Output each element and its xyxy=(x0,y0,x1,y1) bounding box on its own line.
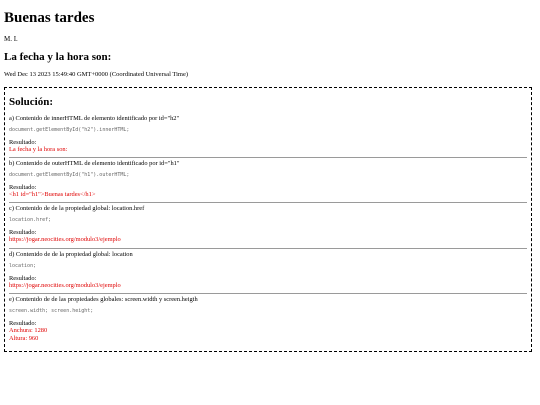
datetime-text: Wed Dec 13 2023 15:49:40 GMT+0000 (Coordinated Universal Time) xyxy=(4,70,189,78)
result-label: Resultado: xyxy=(9,138,37,146)
solution-item-c xyxy=(9,203,527,248)
item-title: c) Contenido de de la propiedad global: location.href xyxy=(9,205,145,213)
code-snippet: document.getElementById("h2").innerHTML; xyxy=(9,126,130,133)
solution-item-e xyxy=(9,294,527,347)
code-snippet: document.getElementById("h1").outerHTML; xyxy=(9,171,130,178)
code-snippet: location.href; xyxy=(9,217,52,224)
solution-title: Solución: xyxy=(9,95,54,108)
datetime-heading: La fecha y la hora son: xyxy=(4,50,112,63)
item-title: e) Contenido de de las propiedades globales: screen.width y screen.heigth xyxy=(9,295,198,303)
result-label: Resultado: xyxy=(9,229,37,237)
result-value-width: Anchura: 1280 xyxy=(9,326,48,334)
result-value-height: Altura: 960 xyxy=(9,335,39,343)
result-value: https://jogar.neocities.org/modulo3/ejemplo xyxy=(9,236,121,244)
result-label: Resultado: xyxy=(9,319,37,327)
item-title: d) Contenido de de la propiedad global: location xyxy=(9,250,133,258)
result-label: Resultado: xyxy=(9,274,37,282)
result-label: Resultado: xyxy=(9,183,37,191)
result-value: https://jogar.neocities.org/modulo3/ejemplo xyxy=(9,281,121,289)
code-snippet: location; xyxy=(9,262,37,269)
solution-box xyxy=(4,87,532,352)
solution-item-a xyxy=(9,113,527,158)
item-title: a) Contenido de innerHTML de elemento identificado por id="h2" xyxy=(9,114,180,122)
solution-item-b xyxy=(9,158,527,203)
code-snippet: screen.width; screen.height; xyxy=(9,307,94,314)
result-value: La fecha y la hora son: xyxy=(9,145,68,153)
result-value: <h1 id="h1">Buenas tardes</h1> xyxy=(9,190,96,198)
page-heading: Buenas tardes xyxy=(4,10,95,26)
author-initials: M. I. xyxy=(4,34,18,43)
item-title: b) Contenido de outerHTML de elemento identificado por id="h1" xyxy=(9,159,180,167)
solution-item-d xyxy=(9,249,527,294)
